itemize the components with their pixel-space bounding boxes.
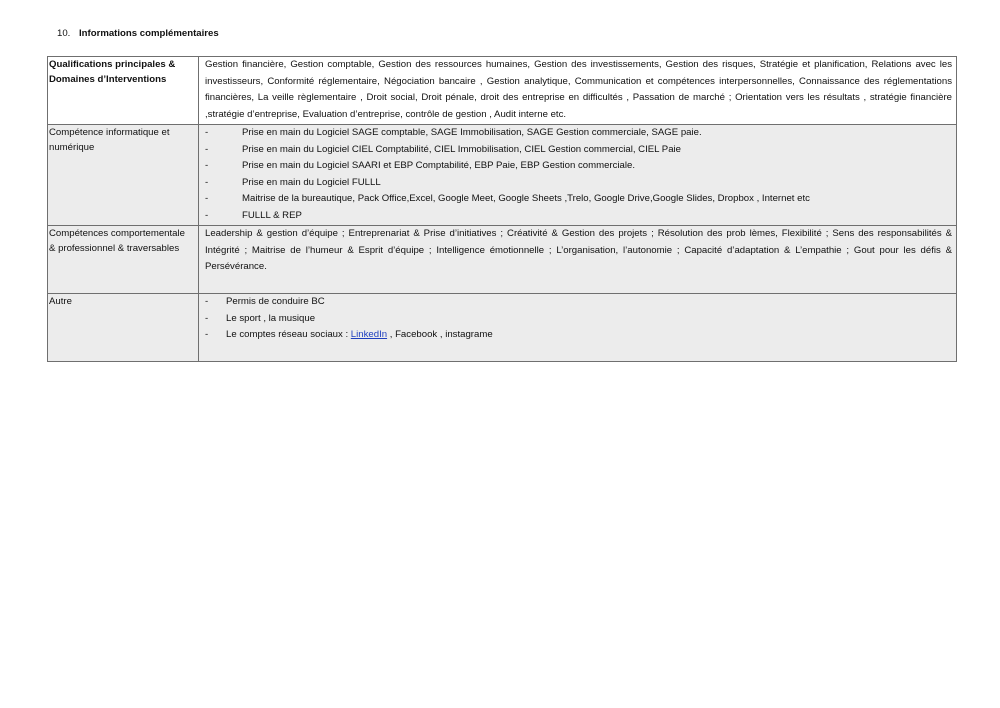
linkedin-link[interactable]: LinkedIn <box>350 329 388 341</box>
list-item: - Prise en main du Logiciel CIEL Comptabilité, CIEL Immobilisation, CIEL Gestion commercial, CIEL Paie <box>205 143 682 155</box>
section-title: Informations complémentaires <box>79 28 219 39</box>
list-item: - Prise en main du Logiciel SAARI et EBP Comptabilité, EBP Paie, EBP Gestion commerciale. <box>205 160 636 172</box>
row-label-qualifications: Qualifications principales & Domaines d’Interventions <box>48 57 199 125</box>
row-content-other <box>199 294 957 362</box>
row-label-it-skills: Compétence informatique et numérique <box>48 125 199 226</box>
list-item: - Le comptes réseau sociaux : LinkedIn , Facebook , instagrame <box>205 329 493 341</box>
other-list <box>205 294 952 344</box>
table-row-it-skills <box>48 125 957 226</box>
list-item: - Permis de conduire BC <box>205 296 325 307</box>
table-row-soft-skills <box>48 226 957 294</box>
section-number: 10. <box>57 28 71 39</box>
it-skills-list <box>205 125 952 225</box>
section-heading <box>57 28 219 40</box>
row-label-other: Autre <box>48 294 199 362</box>
list-item: - Prise en main du Logiciel FULLL <box>205 176 381 188</box>
list-item: - Le sport , la musique <box>205 312 316 324</box>
list-item: - Prise en main du Logiciel SAGE comptable, SAGE Immobilisation, SAGE Gestion commerciale, SAGE paie. <box>205 127 702 138</box>
row-content-qualifications: Gestion financière, Gestion comptable, Gestion des ressources humaines, Gestion des investissements, Gestion des risques, Stratégie et planification, Relations avec les investisseurs, Conformité réglementaire, Négociation bancaire , Gestion analytique, Communication et compétences interpersonnelles, Connaissance des réglementations financières, La veille règlementaire , Droit social, Droit pénale, droit des entreprise en difficultés , Passation de marché ; Orientation vers les résultats , stratégie financière ,stratégie d’entreprise, Evaluation d’entreprise, contrôle de gestion , Audit interne etc. <box>199 57 957 125</box>
list-item: - Maitrise de la bureautique, Pack Office,Excel, Google Meet, Google Sheets ,Trelo, Google Drive,Google Slides, Dropbox , Internet etc <box>205 193 810 205</box>
info-table <box>47 56 957 362</box>
table-row-qualifications <box>48 57 957 125</box>
row-content-it-skills <box>199 125 957 226</box>
row-label-soft-skills: Compétences comportementale & professionnel & traversables <box>48 226 199 294</box>
table-row-other <box>48 294 957 362</box>
list-item: - FULLL & REP <box>205 209 302 221</box>
row-content-soft-skills: Leadership & gestion d’équipe ; Entreprenariat & Prise d’initiatives ; Créativité & Gestion des projets ; Résolution des prob lèmes, Flexibilité ; Sens des responsabilités & Intégrité ; Maitrise de l’humeur & Esprit d’équipe ; Intelligence émotionnelle ; L’organisation, l’autonomie ; Capacité d’adaptation & L’empathie ; Gout pour les défis & Persévérance. <box>199 226 957 294</box>
